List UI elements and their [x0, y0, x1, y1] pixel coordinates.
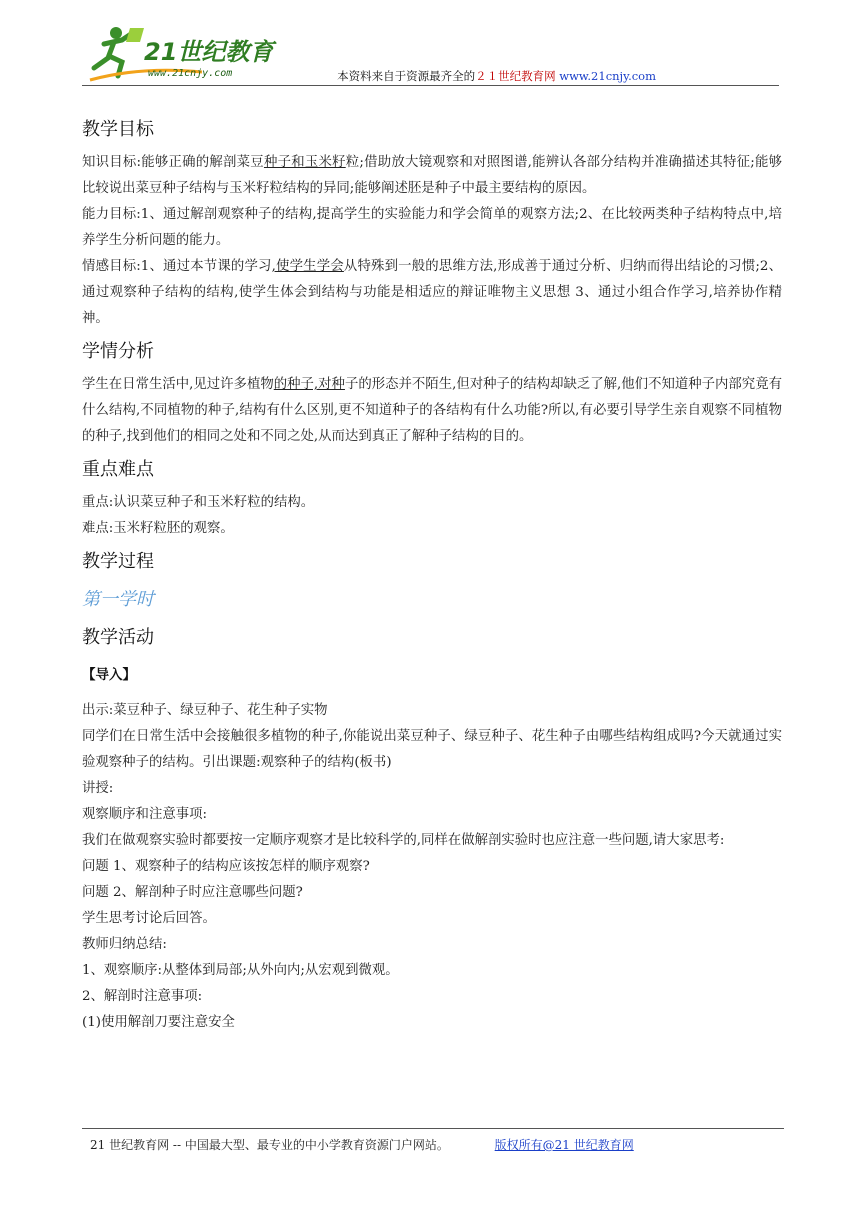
header-divider: [82, 85, 779, 86]
body-line: 1、观察顺序:从整体到局部;从外向内;从宏观到微观。: [82, 963, 399, 978]
key-points-heading: 重点难点: [82, 459, 154, 480]
body-line: 2、解剖时注意事项:: [82, 989, 203, 1004]
logo-text: 21世纪教育: [144, 38, 274, 66]
lesson-title: 第一学时: [82, 589, 154, 610]
copyright-link[interactable]: 版权所有@21 世纪教育网: [494, 1138, 634, 1152]
goals-heading: 教学目标: [82, 119, 154, 140]
body-line: 教师归纳总结:: [82, 937, 167, 952]
logo-url: www.21cnjy.com: [148, 68, 233, 79]
page-header: [82, 22, 778, 86]
key-point: 重点:认识菜豆种子和玉米籽粒的结构。: [82, 495, 315, 510]
intro-label: 【导入】: [82, 667, 136, 683]
ability-goal: 能力目标:1、通过解剖观察种子的结构,提高学生的实验能力和学会简单的观察方法;2、在比较两类种子结构特点中,培养学生分析问题的能力。: [82, 207, 782, 248]
footer-divider: [82, 1128, 784, 1129]
difficult-point: 难点:玉米籽粒胚的观察。: [82, 521, 234, 536]
body-line: 观察顺序和注意事项:: [82, 807, 208, 822]
body-line: 学生思考讨论后回答。: [82, 911, 216, 926]
body-line: 出示:菜豆种子、绿豆种子、花生种子实物: [82, 703, 328, 718]
analysis-heading: 学情分析: [82, 341, 154, 362]
process-heading: 教学过程: [82, 551, 154, 572]
emotion-goal: 情感目标:1、通过本节课的学习,使学生学会从特殊到一般的思维方法,形成善于通过分析、归纳而得出结论的习惯;2、通过观察种子结构的结构,使学生体会到结构与功能是相适应的辩证唯物主义思想 3、通过小组合作学习,培养协作精神。: [82, 259, 782, 326]
header-note-prefix: 本资料来自于资源最齐全的: [337, 69, 476, 83]
body-line: 问题 1、观察种子的结构应该按怎样的顺序观察?: [82, 859, 370, 874]
logo-graphic: [82, 22, 282, 84]
site-logo: [82, 22, 282, 84]
knowledge-goal: 知识目标:能够正确的解剖菜豆种子和玉米籽粒;借助放大镜观察和对照图谱,能辨认各部分结构并准确描述其特征;能够比较说出菜豆种子结构与玉米籽粒结构的异同;能够阐述胚是种子中最主要结构的原因。: [82, 155, 782, 196]
footer-text: 21 世纪教育网 -- 中国最大型、最专业的中小学教育资源门户网站。: [90, 1138, 449, 1152]
body-line: 问题 2、解剖种子时应注意哪些问题?: [82, 885, 303, 900]
analysis-paragraph: 学生在日常生活中,见过许多植物的种子,对种子的形态并不陌生,但对种子的结构却缺乏了解,他们不知道种子内部究竟有什么结构,不同植物的种子,结构有什么区别,更不知道种子的各结构有什么功能?所以,有必要引导学生亲自观察不同植物的种子,找到他们的相同之处和不同之处,从而达到真正了解种子结构的目的。: [82, 377, 782, 444]
page-footer: [90, 1136, 634, 1153]
body-line: 讲授:: [82, 781, 114, 796]
body-line: 同学们在日常生活中会接触很多植物的种子,你能说出菜豆种子、绿豆种子、花生种子由哪些结构组成吗?今天就通过实验观察种子的结构。引出课题:观察种子的结构(板书): [82, 729, 782, 770]
header-url-link[interactable]: www.21cnjy.com: [559, 69, 656, 83]
header-site-link[interactable]: ２１世纪教育网: [475, 69, 556, 83]
body-line: 我们在做观察实验时都要按一定顺序观察才是比较科学的,同样在做解剖实验时也应注意一些问题,请大家思考:: [82, 833, 725, 848]
body-line: (1)使用解剖刀要注意安全: [82, 1015, 235, 1030]
document-body: [82, 116, 782, 1036]
header-note: [337, 68, 656, 84]
activity-heading: 教学活动: [82, 627, 154, 648]
